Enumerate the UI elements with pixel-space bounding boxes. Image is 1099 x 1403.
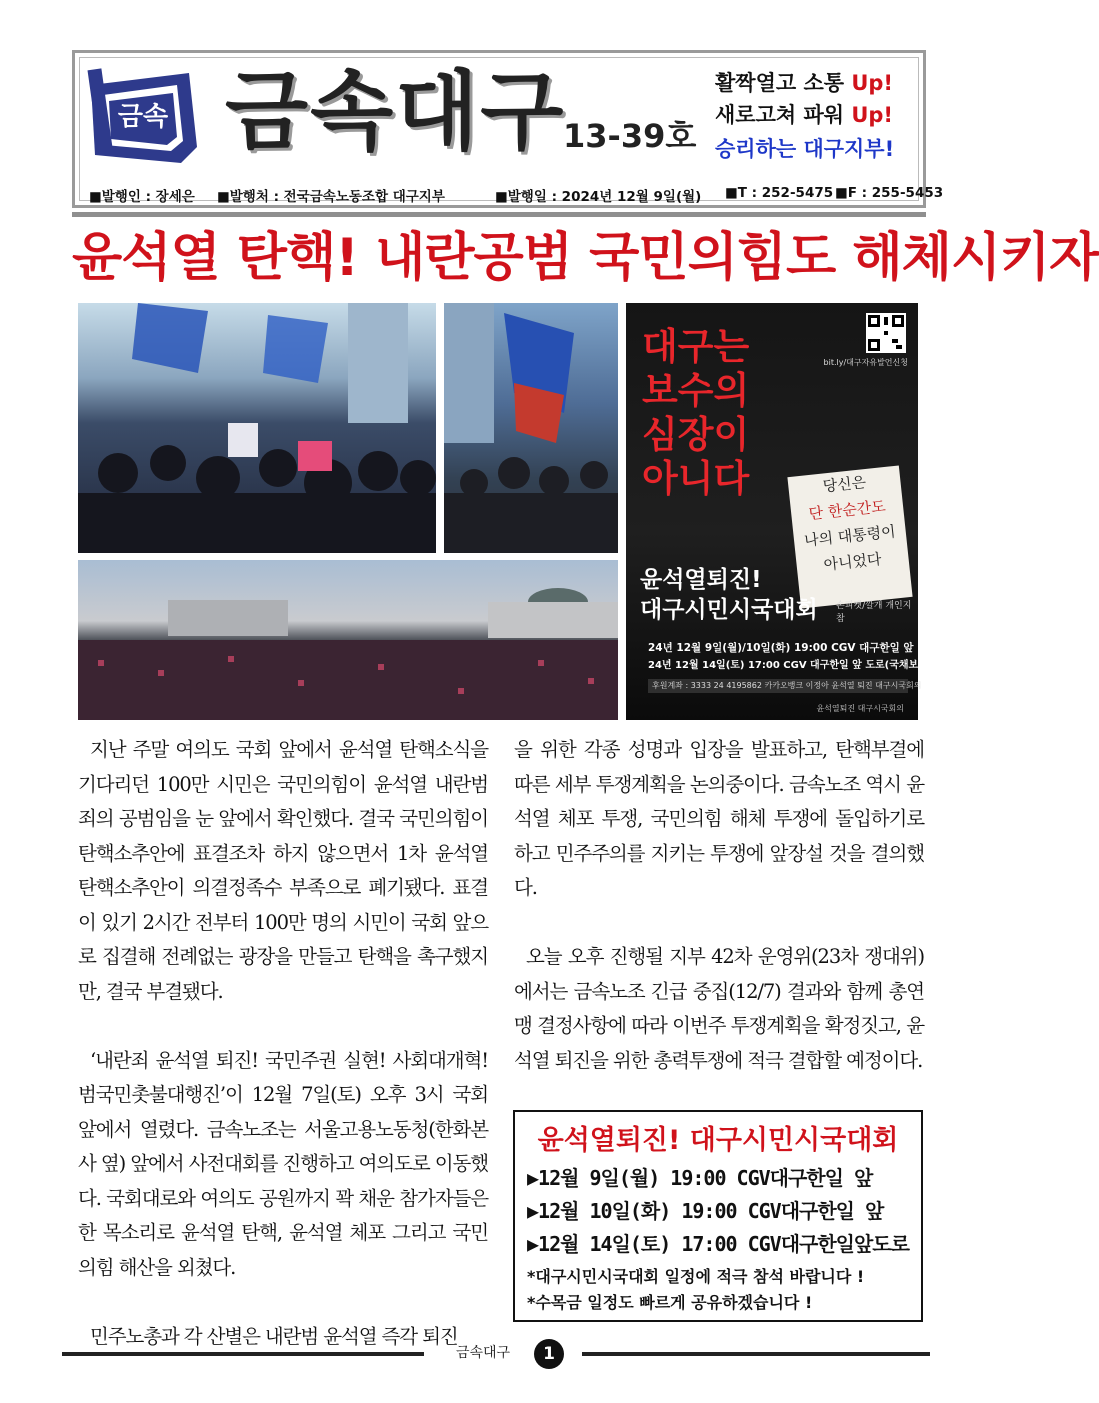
poster-title: 윤석열퇴진! 대구시민시국대회 [640,567,818,623]
article-column-right [514,733,924,1113]
slogan-3-text: 승리하는 대구지부! [715,137,895,161]
rally-photo-flags-art [444,303,618,553]
rally-photo-assembly-art [78,560,618,720]
article-paragraph: 지난 주말 여의도 국회 앞에서 윤석열 탄핵소식을 기다리던 100만 시민은 국민의힘이 윤석열 내란범죄의 공범임을 눈 앞에서 확인했다. 결국 국민의힘이 탄핵소추안에 표결조차 하지 않으면서 1차 윤석열 탄핵소추안이 의결정족수 부족으로 폐기됐다. 표결이 있기 2시간 전부터 100만 명의 시민이 국회 앞으로 집결해 전례없는 광장을 만들고 탄핵을 촉구했지만, 결국 부결됐다. [78,738,488,1003]
slogan-2-up: Up! [851,103,894,127]
poster-caption: 손피켓/깔개 개인지참 [836,601,912,624]
union-logo [85,63,203,173]
poster-schedule-2: 24년 12월 14일(토) 17:00 CGV 대구한일 앞 도로(국채보상로) [648,660,943,671]
event-note: *대구시민시국대회 일정에 적극 참석 바랍니다 ! [527,1267,865,1286]
event-item: ▶12월 9일(월) 19:00 CGV대구한일 앞 [527,1166,873,1190]
slogan-3 [715,133,894,163]
article-column-left [78,733,488,1389]
slogan-1-text: 활짝열고 소통 [715,71,845,95]
article-paragraph: ‘내란죄 윤석열 퇴진! 국민주권 실현! 사회대개혁! 범국민촛불대행진’이 12월 7일(토) 오후 3시 국회 앞에서 열렸다. 금속노조는 서울고용노동청(한화본사 옆) 앞에서 사전대회를 진행하고 여의도로 이동했다. 국회대로와 여의도 공원까지 꽉 채운 참가자들은 한 목소리로 윤석열 탄핵, 윤석열 체포 그리고 국민의힘 해산을 외쳤다. [78,1048,488,1279]
event-note: *수목금 일정도 빠르게 공유하겠습니다 ! [527,1293,813,1312]
slogan-1-up: Up! [851,71,894,95]
poster-schedule-1: 24년 12월 9일(월)/10일(화) 19:00 CGV 대구한일 앞 [648,642,914,654]
issuer-info: ■발행처 : 전국금속노동조합 대구지부 [217,189,445,205]
masthead-divider [72,212,926,217]
publisher-info: ■발행인 : 장세은 [89,189,195,205]
event-item: ▶12월 14일(토) 17:00 CGV대구한일앞도로 [527,1232,909,1256]
qr-code-icon [866,313,906,353]
slogan-2-text: 새로고쳐 파워 [715,103,845,127]
rally-photo-crowd [78,303,436,553]
fax-info: ■F : 255-5453 [835,185,944,201]
slogan-2 [715,99,893,129]
event-title: 윤석열퇴진! 대구시민시국대회 [537,1125,899,1156]
tel-info: ■T : 252-5475 [725,185,834,201]
footer-rule-right [582,1352,930,1356]
page-number: 1 [534,1339,564,1369]
poster-account: 후원계좌 : 3333 24 4195862 카카오뱅크 이정아 윤석열 퇴진 대구시국회의 [648,679,908,693]
masthead [72,50,944,208]
issue-number: 13-39호 [563,117,697,155]
protest-sign-line: 나의 대통령이 [803,522,897,550]
article-paragraph: 을 위한 각종 성명과 입장을 발표하고, 탄핵부결에 따른 세부 투쟁계획을 논의중이다. 금속노조 역시 윤석열 체포 투쟁, 국민의힘 해체 투쟁에 돌입하기로 하고 민주주의를 지키는 투쟁에 앞장설 것을 결의했다. [514,738,924,899]
poster-organizer: 윤석열퇴진 대구시국회의 [816,704,904,713]
slogan-1 [715,67,893,97]
protest-sign-line: 단 한순간도 [807,497,887,524]
event-item: ▶12월 10일(화) 19:00 CGV대구한일 앞 [527,1199,884,1223]
rally-photo-crowd-art [78,303,436,553]
rally-photo-flags [444,303,618,553]
article-paragraph: 민주노총과 각 산별은 내란범 윤석열 즉각 퇴진 [90,1324,458,1348]
logo-text: 금속 [117,102,169,132]
rally-photo-assembly [78,560,618,720]
footer-publication-name: 금속대구 [455,1345,511,1361]
footer-rule-left [62,1352,424,1356]
event-schedule-box [513,1110,923,1322]
date-info: ■발행일 : 2024년 12월 9일(월) [495,189,702,205]
publication-title: 금속대구 [225,62,566,162]
main-headline: 윤석열 탄핵! 내란공범 국민의힘도 해체시키자 [72,228,1099,288]
rally-poster [626,303,943,720]
article-paragraph: 오늘 오후 진행될 지부 42차 운영위(23차 쟁대위)에서는 금속노조 긴급 중집(12/7) 결과와 함께 총연맹 결정사항에 따라 이번주 투쟁계획을 확정짓고, 윤석열 퇴진을 위한 총력투쟁에 적극 결합할 예정이다. [514,945,924,1072]
qr-caption: bit.ly/대구자유발언신청 [823,358,908,367]
protest-sign-line: 당신은 [821,473,868,496]
poster-headline: 대구는 보수의 심장이 아니다 [642,325,750,500]
protest-sign-line: 아니었다 [822,549,883,574]
